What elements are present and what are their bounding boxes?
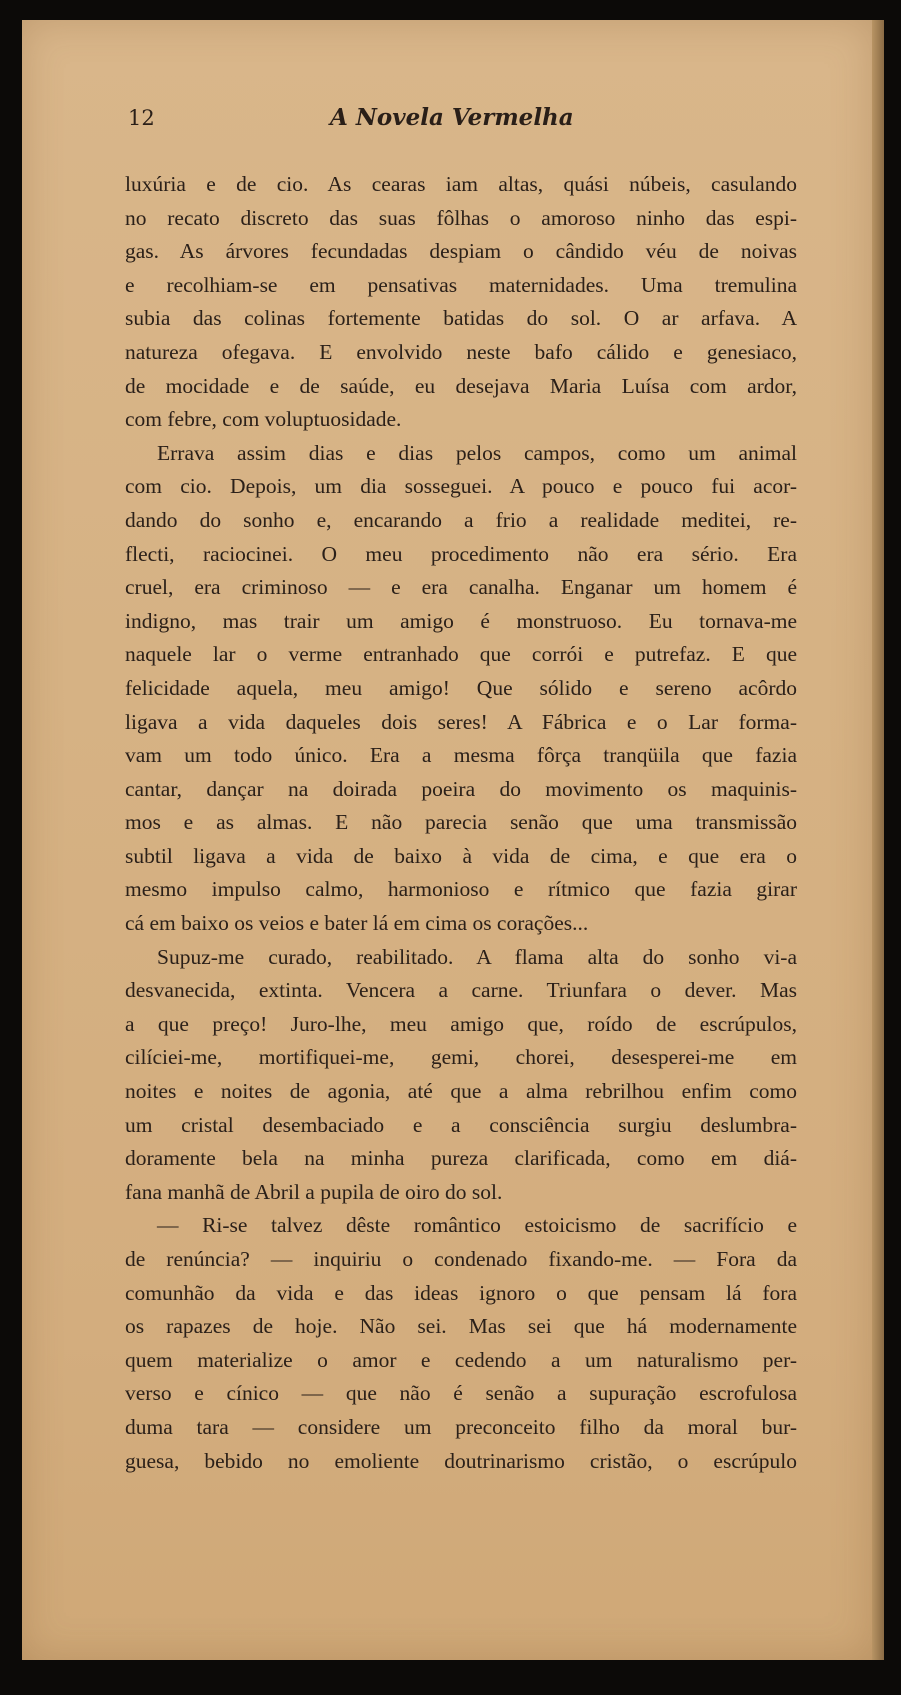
text-line: flecti, raciocinei. O meu procedimento não era sério. Era <box>125 541 797 566</box>
text-line: comunhão da vida e das ideas ignoro o que pensam lá fora <box>125 1280 797 1305</box>
text-line: de mocidade e de saúde, eu desejava Maria Luísa com ardor, <box>125 373 797 398</box>
text-line: com febre, com voluptuosidade. <box>125 407 402 432</box>
text-line: verso e cínico — que não é senão a supuração escrofulosa <box>125 1381 797 1406</box>
text-line: luxúria e de cio. As cearas iam altas, quási núbeis, casulando <box>125 172 797 196</box>
running-title: A Novela Vermelha <box>330 104 574 131</box>
text-line: fana manhã de Abril a pupila de oiro do sol. <box>125 1179 503 1204</box>
text-line: guesa, bebido no emoliente doutrinarismo cristão, o escrúpulo <box>125 1448 797 1473</box>
text-line: cruel, era criminoso — e era canalha. Enganar um homem é <box>125 575 797 600</box>
text-line: noites e noites de agonia, até que a alma rebrilhou enfim como <box>125 1079 797 1104</box>
text-line: doramente bela na minha pureza clarificada, como em diá- <box>125 1146 797 1171</box>
text-line: um cristal desembaciado e a consciência surgiu deslumbra- <box>125 1112 797 1137</box>
text-line: os rapazes de hoje. Não sei. Mas sei que há modernamente <box>125 1314 797 1339</box>
text-line: subia das colinas fortemente batidas do sol. O ar arfava. A <box>125 306 797 331</box>
text-line: cilíciei-me, mortifiquei-me, gemi, chorei, desesperei-me em <box>125 1045 797 1070</box>
text-line: no recato discreto das suas fôlhas o amoroso ninho das espi- <box>125 205 797 230</box>
text-line: dando do sonho e, encarando a frio a realidade meditei, re- <box>125 507 797 532</box>
text-line: ligava a vida daqueles dois seres! A Fábrica e o Lar forma- <box>125 709 797 734</box>
text-line: cantar, dançar na doirada poeira do movimento os maquinis- <box>125 776 797 801</box>
text-line: mesmo impulso calmo, harmonioso e rítmico que fazia girar <box>125 877 797 902</box>
text-line: — Ri-se talvez dêste romântico estoicismo de sacrifício e <box>157 1213 797 1238</box>
text-line: Errava assim dias e dias pelos campos, como um animal <box>157 440 797 465</box>
text-line: vam um todo único. Era a mesma fôrça tranqüila que fazia <box>125 743 797 768</box>
text-line: a que preço! Juro-lhe, meu amigo que, roído de escrúpulos, <box>125 1011 797 1036</box>
text-line: indigno, mas trair um amigo é monstruoso. Eu tornava-me <box>125 608 797 633</box>
text-line: com cio. Depois, um dia sosseguei. A pouco e pouco fui acor- <box>125 474 797 499</box>
text-line: desvanecida, extinta. Vencera a carne. Triunfara o dever. Mas <box>125 978 797 1003</box>
text-line: e recolhiam-se em pensativas maternidades. Uma tremulina <box>125 272 797 297</box>
text-line: duma tara — considere um preconceito filho da moral bur- <box>125 1414 797 1439</box>
text-line: mos e as almas. E não parecia senão que uma transmissão <box>125 810 797 835</box>
text-line: natureza ofegava. E envolvido neste bafo cálido e genesiaco, <box>125 339 797 364</box>
body-text <box>125 168 797 1478</box>
page-header <box>22 102 872 142</box>
text-line: gas. As árvores fecundadas despiam o cândido véu de noivas <box>125 239 797 264</box>
page-edge <box>872 20 884 1660</box>
book-page <box>22 20 872 1660</box>
text-line: cá em baixo os veios e bater lá em cima os corações... <box>125 911 589 936</box>
text-line: subtil ligava a vida de baixo à vida de cima, e que era o <box>125 843 797 868</box>
text-line: Supuz-me curado, reabilitado. A flama alta do sonho vi-a <box>157 944 797 969</box>
text-line: de renúncia? — inquiriu o condenado fixando-me. — Fora da <box>125 1247 797 1271</box>
text-line: quem materialize o amor e cedendo a um naturalismo per- <box>125 1347 797 1372</box>
text-line: naquele lar o verme entranhado que corrói e putrefaz. E que <box>125 642 797 667</box>
page-number: 12 <box>128 106 155 130</box>
text-line: felicidade aquela, meu amigo! Que sólido e sereno acôrdo <box>125 675 797 700</box>
